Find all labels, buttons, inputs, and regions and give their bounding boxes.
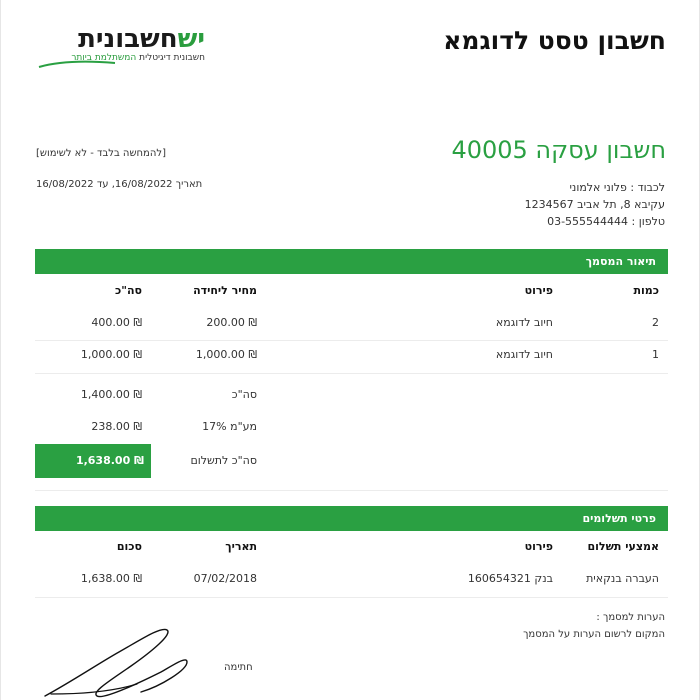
- summary-label-vat: מע"מ 17%: [202, 420, 257, 433]
- row-divider: [35, 340, 668, 341]
- payments-section-header: פרטי תשלומים: [35, 506, 668, 531]
- logo-tagline-green: המשתלמת ביותר: [71, 53, 137, 63]
- table-cell-unit-price: ₪ 1,000.00: [195, 348, 257, 361]
- logo-wordmark-green: יש: [177, 24, 205, 54]
- column-header-desc: פירוט: [524, 284, 553, 297]
- summary-label-grand-total: סה"כ לתשלום: [190, 454, 257, 467]
- recipient-phone: טלפון : 03-555544444: [547, 215, 665, 228]
- row-divider: [35, 373, 668, 374]
- row-divider: [35, 597, 668, 598]
- logo-swoosh-icon: [37, 57, 117, 69]
- notes-text: המקום לרשום הערות על המסמך: [523, 629, 665, 640]
- column-header-amount: סכום: [116, 540, 142, 553]
- table-cell-amount: ₪ 1,638.00: [80, 572, 142, 585]
- date-range: תאריך 16/08/2022, עד 16/08/2022: [36, 179, 203, 190]
- notes-label: הערות למסמך :: [596, 612, 665, 623]
- recipient-name: לכבוד : פלוני אלמוני: [569, 181, 665, 194]
- handwritten-signature: [41, 622, 191, 700]
- recipient-block: [525, 179, 665, 230]
- table-cell-desc: חיוב לדוגמא: [495, 316, 553, 329]
- summary-value-grand-total: ₪ 1,638.00: [75, 454, 144, 467]
- column-header-details: פירוט: [524, 540, 553, 553]
- deal-title: חשבון עסקה 40005: [451, 136, 666, 164]
- column-header-date: תאריך: [225, 540, 257, 553]
- table-cell-desc: חיוב לדוגמא: [495, 348, 553, 361]
- column-header-method: אמצעי תשלום: [587, 540, 659, 553]
- summary-label-subtotal: סה"כ: [231, 388, 257, 401]
- logo-wordmark: [78, 24, 205, 54]
- notes-block: [523, 609, 665, 643]
- logo-wordmark-dark: חשבונית: [78, 24, 178, 54]
- logo-tagline-plain: חשבונית דיגיטלית: [136, 53, 205, 63]
- table-cell-qty: 1: [652, 348, 659, 361]
- copy-note: [להמחשה בלבד - לא לשימוש]: [36, 148, 166, 159]
- column-header-total: סה"כ: [115, 284, 142, 297]
- company-logo: [37, 24, 209, 68]
- summary-value-subtotal: ₪ 1,400.00: [80, 388, 142, 401]
- column-header-unit-price: מחיר ליחידה: [193, 284, 257, 297]
- table-cell-total: ₪ 400.00: [91, 316, 142, 329]
- summary-value-vat: ₪ 238.00: [91, 420, 142, 433]
- recipient-address: עקיבא 8, תל אביב 1234567: [524, 198, 665, 211]
- row-divider: [35, 490, 668, 491]
- column-header-qty: כמות: [633, 284, 659, 297]
- table-cell-qty: 2: [652, 316, 659, 329]
- items-section-header: תיאור המסמך: [35, 249, 668, 274]
- table-cell-method: העברה בנקאית: [586, 572, 659, 585]
- document-title: חשבון טסט לדוגמא: [443, 26, 666, 55]
- signature-label: חתימה: [224, 662, 253, 673]
- table-cell-total: ₪ 1,000.00: [80, 348, 142, 361]
- grand-total-box: [35, 444, 151, 478]
- table-cell-unit-price: ₪ 200.00: [206, 316, 257, 329]
- table-cell-details: בנק 160654321: [467, 572, 553, 585]
- table-cell-date: 07/02/2018: [193, 572, 257, 585]
